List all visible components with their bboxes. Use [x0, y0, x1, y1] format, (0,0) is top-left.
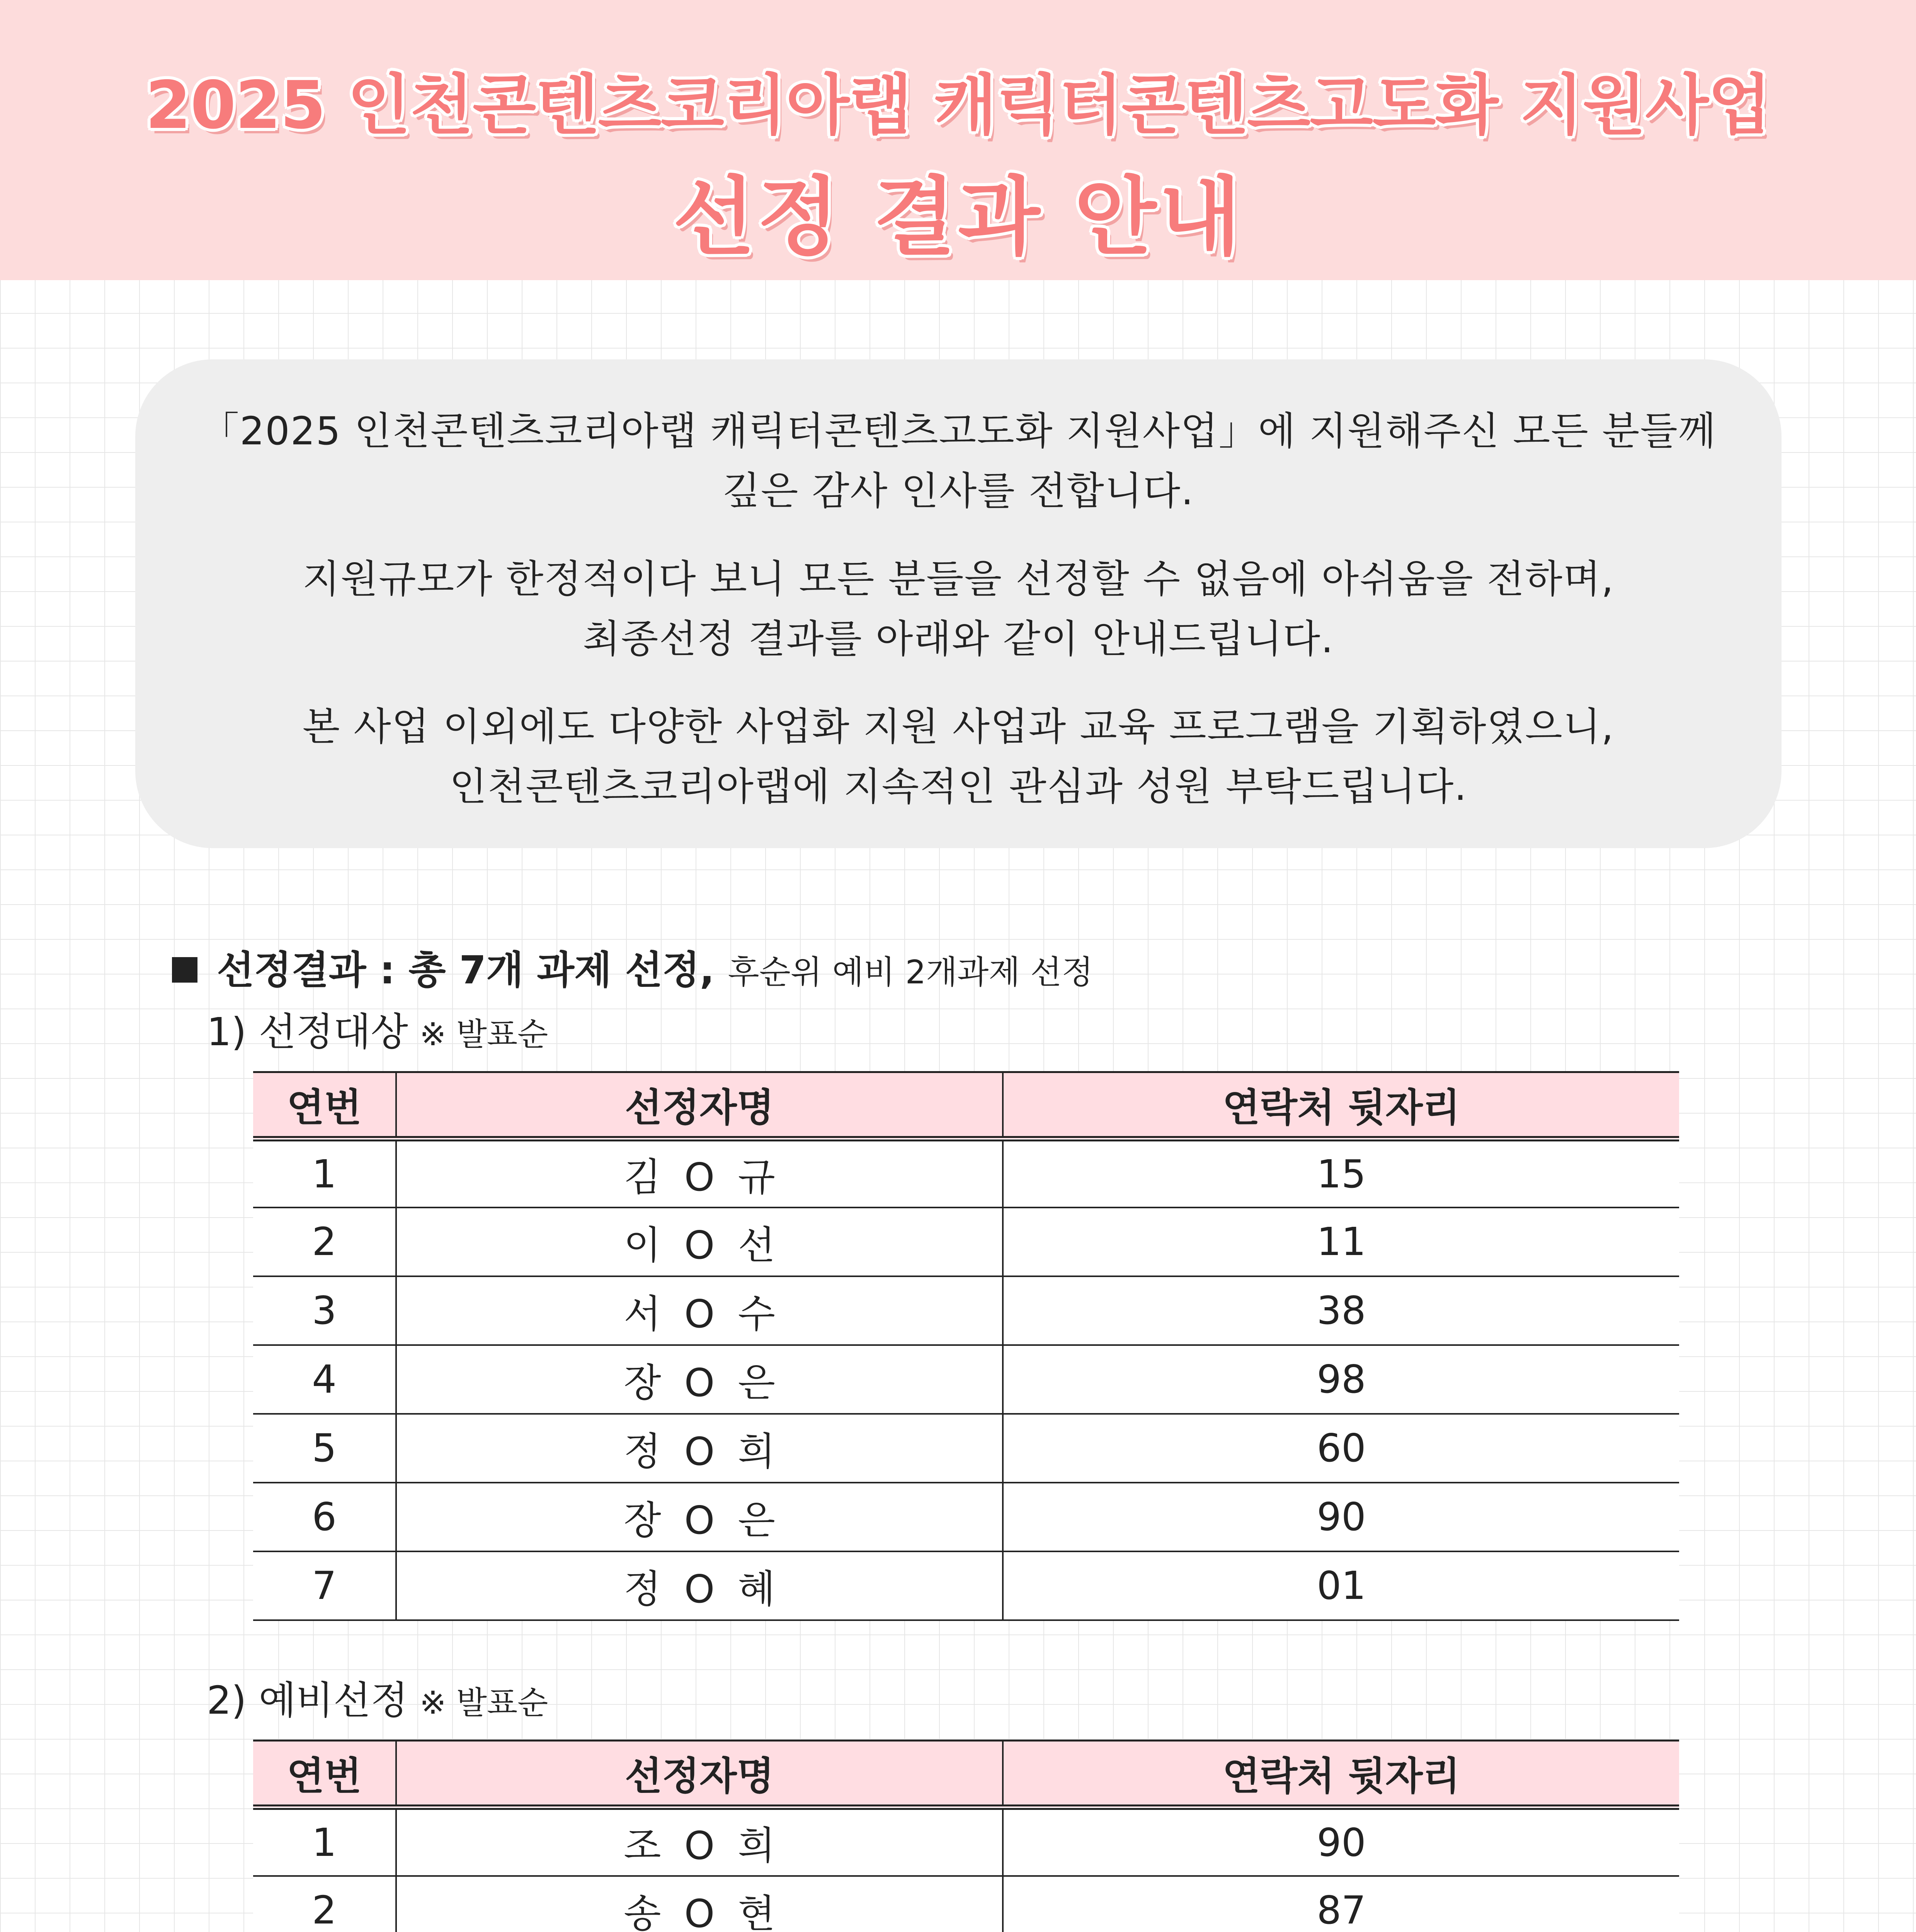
cell-name: 정O희	[396, 1414, 1003, 1483]
cell-phone: 38	[1003, 1276, 1679, 1345]
col-header-phone: 연락처 뒷자리	[1003, 1072, 1679, 1139]
table-row	[253, 1276, 1679, 1345]
cell-name: 서O수	[396, 1276, 1003, 1345]
table-row	[253, 1551, 1679, 1620]
cell-name: 이O선	[396, 1208, 1003, 1276]
cell-phone: 87	[1003, 1876, 1679, 1932]
cell-number: 1	[253, 1139, 396, 1208]
cell-number: 3	[253, 1276, 396, 1345]
table-header-row	[253, 1072, 1679, 1139]
intro-line: 본 사업 이외에도 다양한 사업화 지원 사업과 교육 프로그램을 기획하였으니,	[302, 704, 1615, 749]
page-title: 2025 인천콘텐츠코리아랩 캐릭터콘텐츠고도화 지원사업	[145, 67, 1771, 144]
cell-number: 6	[253, 1483, 396, 1551]
table-row	[253, 1483, 1679, 1551]
intro-box	[135, 359, 1782, 848]
cell-name: 조O희	[396, 1807, 1003, 1876]
table-row	[253, 1876, 1679, 1932]
reserve-note: ※ 발표순	[419, 1685, 548, 1721]
col-header-number: 연번	[253, 1741, 396, 1807]
cell-phone: 98	[1003, 1345, 1679, 1414]
cell-number: 2	[253, 1208, 396, 1276]
cell-phone: 90	[1003, 1483, 1679, 1551]
cell-number: 2	[253, 1876, 396, 1932]
cell-name: 장O은	[396, 1345, 1003, 1414]
reserve-label: 2) 예비선정 ※ 발표순	[207, 1678, 548, 1723]
cell-number: 4	[253, 1345, 396, 1414]
intro-line: 「2025 인천콘텐츠코리아랩 캐릭터콘텐츠고도화 지원사업」에 지원해주신 모든 분들께	[200, 408, 1717, 454]
reserve-table	[253, 1740, 1679, 1932]
col-header-phone: 연락처 뒷자리	[1003, 1741, 1679, 1807]
selected-label: 1) 선정대상 ※ 발표순	[207, 1009, 548, 1054]
col-header-name: 선정자명	[396, 1741, 1003, 1807]
intro-line: 지원규모가 한정적이다 보니 모든 분들을 선정할 수 없음에 아쉬움을 전하며,	[302, 556, 1615, 602]
results-heading: 선정결과 : 총 7개 과제 선정, 후순위 예비 2개과제 선정	[172, 939, 1093, 995]
cell-phone: 11	[1003, 1208, 1679, 1276]
cell-number: 7	[253, 1551, 396, 1620]
results-heading-sub: 후순위 예비 2개과제 선정	[728, 953, 1093, 991]
selected-note: ※ 발표순	[419, 1016, 548, 1053]
cell-phone: 01	[1003, 1551, 1679, 1620]
cell-phone: 15	[1003, 1139, 1679, 1208]
table-row	[253, 1208, 1679, 1276]
col-header-number: 연번	[253, 1072, 396, 1139]
intro-line: 깊은 감사 인사를 전합니다.	[723, 468, 1194, 514]
cell-name: 장O은	[396, 1483, 1003, 1551]
cell-number: 1	[253, 1807, 396, 1876]
table-row	[253, 1414, 1679, 1483]
col-header-name: 선정자명	[396, 1072, 1003, 1139]
cell-name: 정O혜	[396, 1551, 1003, 1620]
intro-line: 최종선정 결과를 아래와 같이 안내드립니다.	[583, 616, 1334, 662]
table-row	[253, 1139, 1679, 1208]
selected-table	[253, 1071, 1679, 1621]
table-row	[253, 1345, 1679, 1414]
table-row	[253, 1807, 1679, 1876]
table-header-row	[253, 1741, 1679, 1807]
cell-phone: 90	[1003, 1807, 1679, 1876]
cell-name: 김O규	[396, 1139, 1003, 1208]
page-subtitle: 선정 결과 안내	[672, 168, 1244, 267]
cell-name: 송O현	[396, 1876, 1003, 1932]
square-bullet-icon	[172, 957, 197, 983]
cell-number: 5	[253, 1414, 396, 1483]
intro-line: 인천콘텐츠코리아랩에 지속적인 관심과 성원 부탁드립니다.	[449, 764, 1467, 809]
cell-phone: 60	[1003, 1414, 1679, 1483]
